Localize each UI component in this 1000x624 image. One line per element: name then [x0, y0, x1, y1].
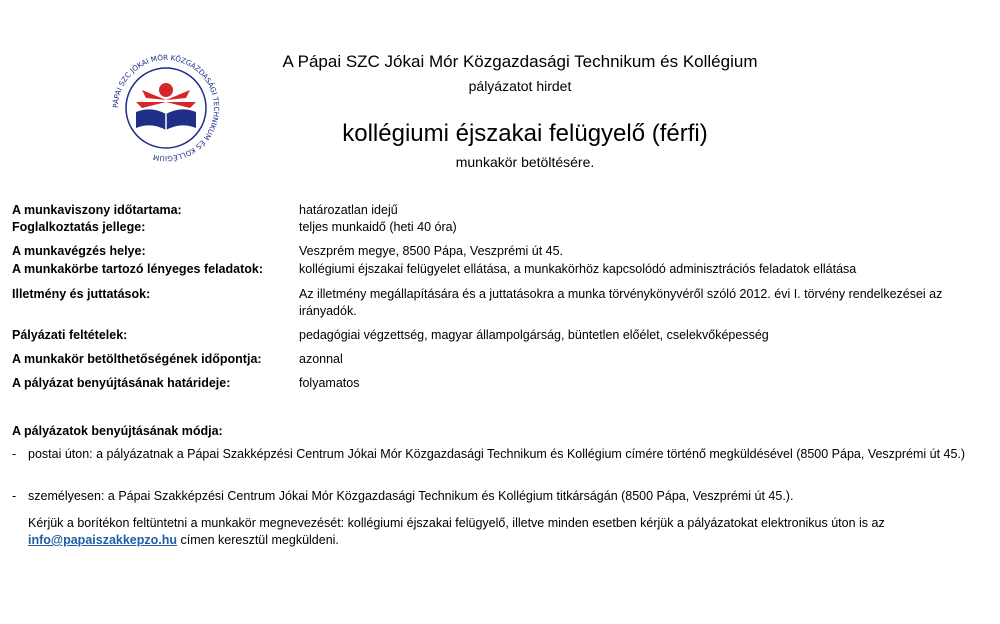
organization-name: A Pápai SZC Jókai Mór Közgazdasági Technikum és Kollégium: [282, 52, 758, 71]
logo-inner-ring: [126, 68, 206, 148]
detail-label: A munkakör betölthetőségének időpontja:: [12, 352, 262, 366]
submission-item-text: postai úton: a pályázatnak a Pápai Szakképzési Centrum Jókai Mór Közgazdasági Technikum és Kollégium címére történő megküldésével (8500 Pápa, Veszprémi út 45.): [28, 447, 966, 461]
detail-label: A munkavégzés helye:: [12, 244, 146, 258]
logo-figure-head: [159, 83, 173, 97]
detail-value: Veszprém megye, 8500 Pápa, Veszprémi út 45.: [299, 244, 564, 258]
submission-title: A pályázatok benyújtásának módja:: [12, 424, 223, 438]
detail-label: Foglalkoztatás jellege:: [12, 220, 146, 234]
detail-value: határozatlan idejű: [299, 203, 398, 217]
job-subtitle: munkakör betöltésére.: [455, 154, 595, 170]
logo-ray-right-low: [166, 102, 196, 108]
detail-value: kollégiumi éjszakai felügyelet ellátása, a munkakörhöz kapcsolódó adminisztrációs feladatok ellátása: [299, 262, 857, 276]
note-text-end: címen keresztül megküldeni.: [177, 533, 339, 547]
detail-value: teljes munkaidő (heti 40 óra): [299, 220, 457, 234]
detail-label: A munkakörbe tartozó lényeges feladatok:: [12, 262, 263, 276]
organization-subtitle: pályázatot hirdet: [468, 78, 572, 94]
detail-value: azonnal: [299, 352, 343, 366]
email-link[interactable]: info@papaiszakkepzo.hu: [28, 533, 178, 547]
detail-label: A pályázat benyújtásának határideje:: [12, 376, 231, 390]
note-text: Kérjük a borítékon feltüntetni a munkakör megnevezését: kollégiumi éjszakai felügyelő, illetve minden esetben kérjük a pályázatokat elektronikus úton is az: [28, 516, 885, 530]
logo-ring-text: PÁPAI SZC JÓKAI MÓR KÖZGAZDASÁGI TECHNIKUM ÉS KOLLÉGIUM: [110, 52, 222, 164]
submission-item-text: személyesen: a Pápai Szakképzési Centrum Jókai Mór Közgazdasági Technikum és Kollégium titkárságán (8500 Pápa, Veszprémi út 45.).: [28, 489, 794, 503]
logo-ray-left-low: [136, 102, 166, 108]
detail-label: Pályázati feltételek:: [12, 328, 128, 342]
detail-value: Az illetmény megállapítására és a juttatásokra a munka törvénykönyvéről szóló 2012. évi I. törvény rendelkezései az irányadók.: [299, 287, 943, 318]
bullet-dash: -: [12, 489, 17, 503]
job-title: kollégiumi éjszakai felügyelő (férfi): [342, 120, 708, 147]
detail-label: A munkaviszony időtartama:: [12, 203, 182, 217]
detail-value: pedagógiai végzettség, magyar állampolgárság, büntetlen előélet, cselekvőképesség: [299, 328, 769, 342]
detail-label: Illetmény és juttatások:: [12, 287, 151, 301]
detail-value: folyamatos: [299, 376, 360, 390]
submission-note: [28, 515, 986, 549]
bullet-dash: -: [12, 447, 17, 461]
